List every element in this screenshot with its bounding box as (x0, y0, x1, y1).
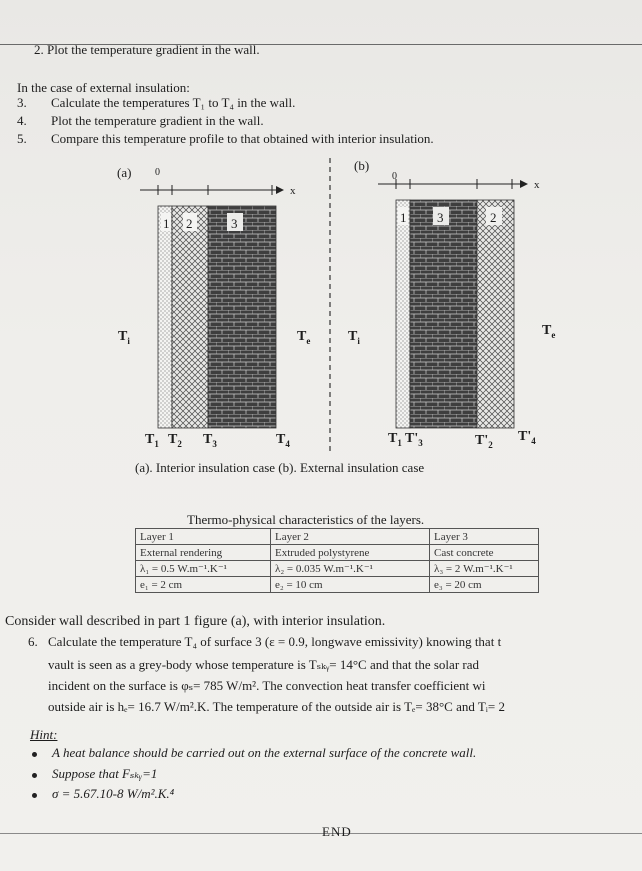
panel-a-axis-x: x (290, 185, 296, 197)
panel-b-t2-label: $T'_2$ (475, 433, 493, 450)
table-row (136, 529, 539, 545)
item-6-line-2: vault is seen as a grey-body whose temperature is Tₛₖᵧ= 14°C and that the solar rad (48, 657, 479, 672)
table-cell: Cast concrete (430, 545, 539, 561)
panel-a-t1-label: $T_1$ (145, 432, 159, 449)
panel-a-layer-3-label: 3 (231, 216, 238, 231)
panel-a-ti-label: $T_i$ (118, 329, 130, 346)
panel-a-layer-3-concrete (208, 206, 276, 428)
panel-b-layer-3-concrete (410, 200, 477, 428)
panel-b-ti-label: $T_i$ (348, 329, 360, 346)
table-cell: e₁ = 2 cm (136, 577, 271, 593)
item-6-line-3: incident on the surface is φₛ= 785 W/m². The convection heat transfer coefficient wi (48, 678, 486, 693)
item-2: 2. Plot the temperature gradient in the wall. (34, 42, 260, 57)
table-cell: λ₃ = 2 W.m⁻¹.K⁻¹ (430, 561, 539, 577)
item-6-line-4: outside air is hₑ= 16.7 W/m².K. The temperature of the outside air is Tₑ= 38°C and Tᵢ= 2 (48, 699, 506, 714)
table-row (136, 545, 539, 561)
panel-b-t1-label: $T_1$ (388, 431, 402, 448)
panel-a-layer-1-rendering (158, 206, 172, 428)
panel-b-layer-2-polystyrene (477, 200, 514, 428)
hint-title: Hint: (30, 727, 58, 742)
hint-bullet-3: σ = 5.67.10-8 W/m².K.⁴ (52, 786, 175, 801)
panel-b-layer-2-label: 2 (490, 210, 497, 225)
item-6-line-1: 6. Calculate the temperature T₄ of surface 3 (ε = 0.9, longwave emissivity) knowing that t (28, 634, 502, 649)
hint-bullet-1: A heat balance should be carried out on the external surface of the concrete wall. (52, 745, 477, 760)
external-insulation-heading: In the case of external insulation: (17, 80, 190, 95)
panel-a-layer-2-label: 2 (186, 216, 193, 231)
table-cell: e₂ = 10 cm (271, 577, 430, 593)
panel-b-label: (b) (354, 158, 370, 173)
item-3: 3. Calculate the temperatures T₁ to T₄ in the wall. (17, 95, 296, 110)
problem-intro: Consider wall described in part 1 figure (a), with interior insulation. (5, 614, 386, 629)
hint-bullet-2: Suppose that Fₛₖᵧ=1 (52, 766, 158, 781)
table-cell: λ₁ = 0.5 W.m⁻¹.K⁻¹ (136, 561, 271, 577)
table-title: Thermo-physical characteristics of the layers. (187, 512, 425, 527)
panel-b-layer-3-label: 3 (437, 210, 444, 225)
bottom-divider (0, 833, 642, 834)
panel-b-axis-zero: 0 (392, 171, 397, 182)
end-label: END (322, 824, 352, 839)
table-row (136, 577, 539, 593)
table-cell: External rendering (136, 545, 271, 561)
layers-table (135, 528, 539, 593)
bullet-dot (32, 773, 37, 778)
table-row (136, 561, 539, 577)
table-cell: Layer 2 (271, 529, 430, 545)
panel-b-layer-1-label: 1 (400, 210, 407, 225)
panel-b-t3-label: $T'_3$ (405, 431, 423, 448)
figure-caption: (a). Interior insulation case (b). External insulation case (135, 460, 425, 475)
item-5: 5. Compare this temperature profile to that obtained with interior insulation. (17, 131, 434, 146)
panel-b-layer-1-rendering (396, 200, 410, 428)
bullet-dot (32, 793, 37, 798)
panel-a-t3-label: $T_3$ (203, 432, 217, 449)
panel-a-layer-2-polystyrene (172, 206, 208, 428)
panel-a-label: (a) (117, 165, 132, 180)
panel-b-axis-x: x (534, 179, 540, 191)
table-cell: λ₂ = 0.035 W.m⁻¹.K⁻¹ (271, 561, 430, 577)
panel-a-t2-label: $T_2$ (168, 432, 182, 449)
panel-a-t4-label: $T_4$ (276, 432, 290, 449)
panel-b-te-label: $T_e$ (542, 323, 556, 340)
panel-b-axis-arrow (520, 180, 528, 188)
item-4: 4. Plot the temperature gradient in the wall. (17, 113, 264, 128)
bullet-dot (32, 752, 37, 757)
wall-figure (0, 150, 642, 460)
table-cell: Extruded polystyrene (271, 545, 430, 561)
table-cell: Layer 1 (136, 529, 271, 545)
panel-a-axis-zero: 0 (155, 167, 160, 178)
panel-a-te-label: $T_e$ (297, 329, 311, 346)
table-cell: e₃ = 20 cm (430, 577, 539, 593)
table-cell: Layer 3 (430, 529, 539, 545)
panel-a-layer-1-label: 1 (163, 216, 170, 231)
panel-a-axis-arrow (276, 186, 284, 194)
panel-b-t4-label: $T'_4$ (518, 429, 536, 446)
